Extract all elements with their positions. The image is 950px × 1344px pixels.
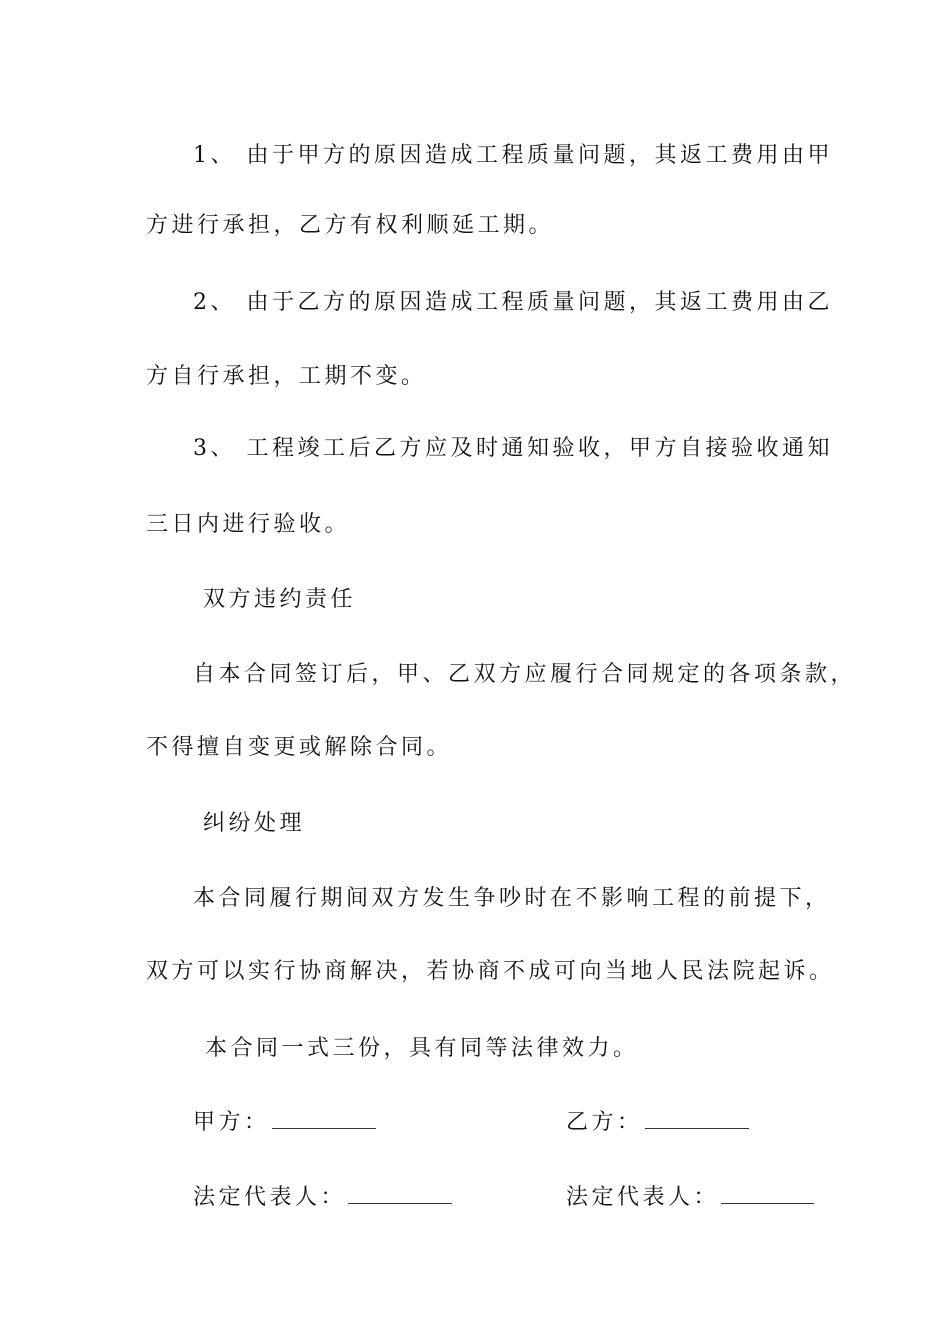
breach-line-1: 自本合同签订后，甲、乙双方应履行合同规定的各项条款， <box>193 662 857 687</box>
party-a-signature <box>193 1108 376 1137</box>
rep-b-blank-line <box>721 1183 814 1204</box>
signature-row-representatives <box>0 1183 950 1213</box>
dispute-line-2: 双方可以实行协商解决，若协商不成可向当地人民法院起诉。 <box>146 959 835 984</box>
party-b-label: 乙方： <box>566 1110 643 1135</box>
party-b-blank-line <box>645 1108 749 1129</box>
heading-breach: 双方违约责任 <box>203 587 357 612</box>
party-b-signature <box>566 1108 749 1137</box>
rep-b-signature <box>566 1183 814 1212</box>
clause-1-line-2: 方进行承担，乙方有权利顺延工期。 <box>146 213 555 238</box>
party-a-blank-line <box>272 1108 376 1129</box>
copies-statement: 本合同一式三份，具有同等法律效力。 <box>205 1036 639 1061</box>
clause-1-line-1: 1、 由于甲方的原因造成工程质量问题，其返工费用由甲 <box>193 143 833 168</box>
breach-line-2: 不得擅自变更或解除合同。 <box>146 735 453 760</box>
rep-a-label: 法定代表人： <box>193 1185 347 1210</box>
clause-2-line-2: 方自行承担，工期不变。 <box>146 364 427 389</box>
rep-a-blank-line <box>348 1183 452 1204</box>
party-a-label: 甲方： <box>193 1110 270 1135</box>
dispute-line-1: 本合同履行期间双方发生争吵时在不影响工程的前提下， <box>193 886 831 911</box>
clause-3-line-2: 三日内进行验收。 <box>146 512 351 537</box>
clause-2-line-1: 2、 由于乙方的原因造成工程质量问题，其返工费用由乙 <box>193 290 833 315</box>
signature-row-parties <box>0 1108 950 1138</box>
rep-a-signature <box>193 1183 452 1212</box>
heading-dispute: 纠纷处理 <box>203 811 306 836</box>
rep-b-label: 法定代表人： <box>566 1185 720 1210</box>
clause-3-line-1: 3、 工程竣工后乙方应及时通知验收，甲方自接验收通知 <box>193 436 833 461</box>
